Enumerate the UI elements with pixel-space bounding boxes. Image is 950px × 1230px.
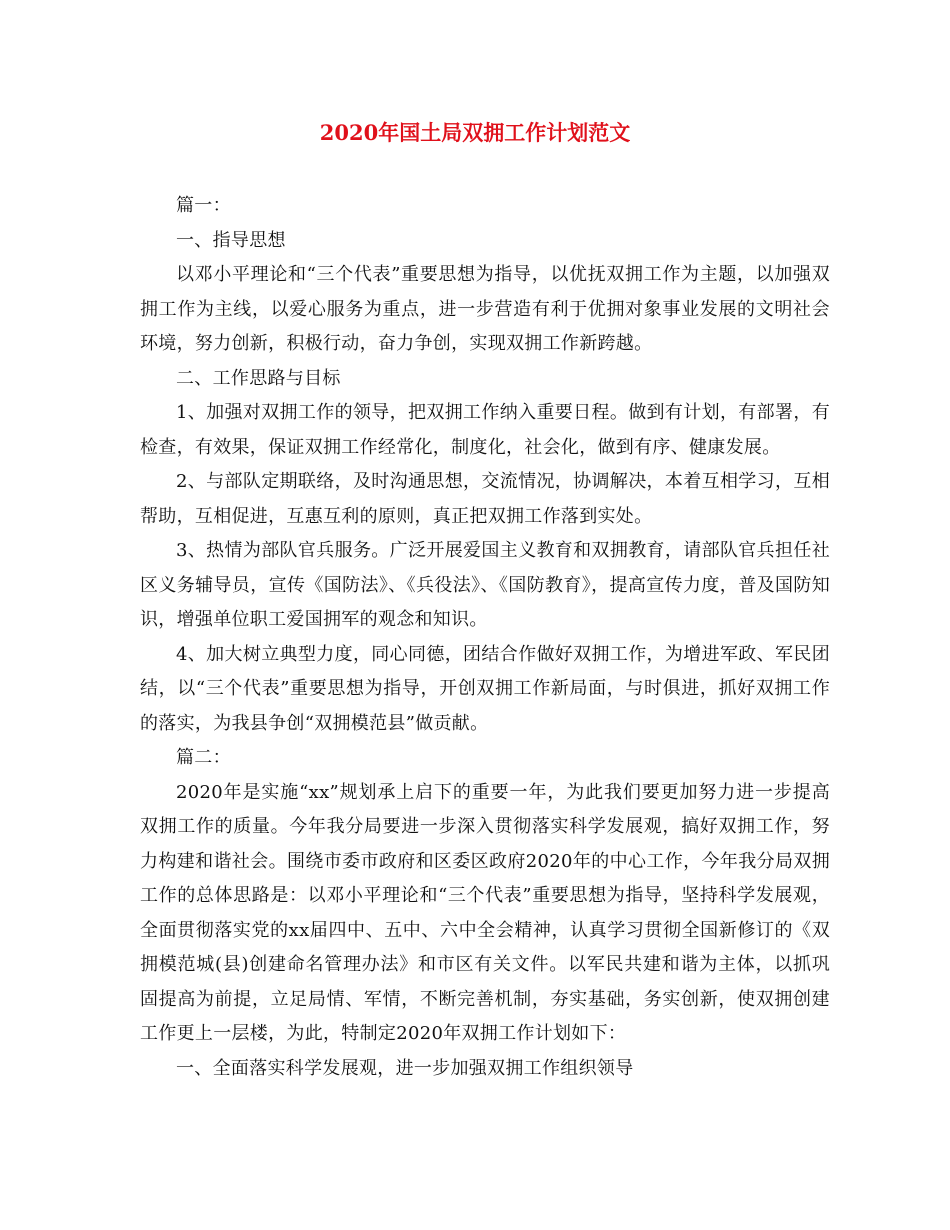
- paragraph-guiding-ideology: 以邓小平理论和“三个代表”重要思想为指导，以优抚双拥工作为主题，以加强双拥工作为主线，以爱心服务为重点，进一步营造有利于优拥对象事业发展的文明社会环境，努力创新，积极行动，奋力争创，实现双拥工作新跨越。: [140, 264, 830, 354]
- paragraph-item-3: 3、热情为部队官兵服务。广泛开展爱国主义教育和双拥教育，请部队官兵担任社区义务辅导员，宣传《国防法》、《兵役法》、《国防教育》，提高宣传力度，普及国防知识，增强单位职工爱国拥军的观念和知识。: [140, 540, 830, 630]
- paragraph-overview-2020: 2020年是实施“xx”规划承上启下的重要一年，为此我们要更加努力进一步提高双拥工作的质量。今年我分局要进一步深入贯彻落实科学发展观，搞好双拥工作，努力构建和谐社会。围绕市委市政府和区委区政府2020年的中心工作，今年我分局双拥工作的总体思路是：以邓小平理论和“三个代表”重要思想为指导，坚持科学发展观，全面贯彻落实党的xx届四中、五中、六中全会精神，认真学习贯彻全国新修订的《双拥模范城(县)创建命名管理办法》和市区有关文件。以军民共建和谐为主体，以抓巩固提高为前提，立足局情、军情，不断完善机制，夯实基础，务实创新，使双拥创建工作更上一层楼，为此，特制定2020年双拥工作计划如下：: [140, 781, 830, 1044]
- paragraph-item-4: 4、加大树立典型力度，同心同德，团结合作做好双拥工作，为增进军政、军民团结，以“三个代表”重要思想为指导，开创双拥工作新局面，与时俱进，抓好双拥工作的落实，为我县争创“双拥模范县”做贡献。: [140, 643, 830, 734]
- section-label-part-one: 篇一：: [176, 195, 231, 216]
- paragraph-item-2: 2、与部队定期联络，及时沟通思想，交流情况，协调解决，本着互相学习，互相帮助，互相促进，互惠互利的原则，真正把双拥工作落到实处。: [140, 471, 830, 527]
- document-title: 2020年国土局双拥工作计划范文: [319, 120, 631, 145]
- document-body: [140, 189, 830, 1086]
- heading-section-one: 一、全面落实科学发展观，进一步加强双拥工作组织领导: [176, 1057, 634, 1079]
- paragraph-item-1: 1、加强对双拥工作的领导，把双拥工作纳入重要日程。做到有计划，有部署，有检查，有效果，保证双拥工作经常化，制度化，社会化，做到有序、健康发展。: [140, 402, 830, 458]
- section-label-part-two: 篇二：: [176, 747, 231, 768]
- heading-guiding-ideology: 一、指导思想: [176, 229, 286, 251]
- heading-work-approach: 二、工作思路与目标: [176, 367, 341, 389]
